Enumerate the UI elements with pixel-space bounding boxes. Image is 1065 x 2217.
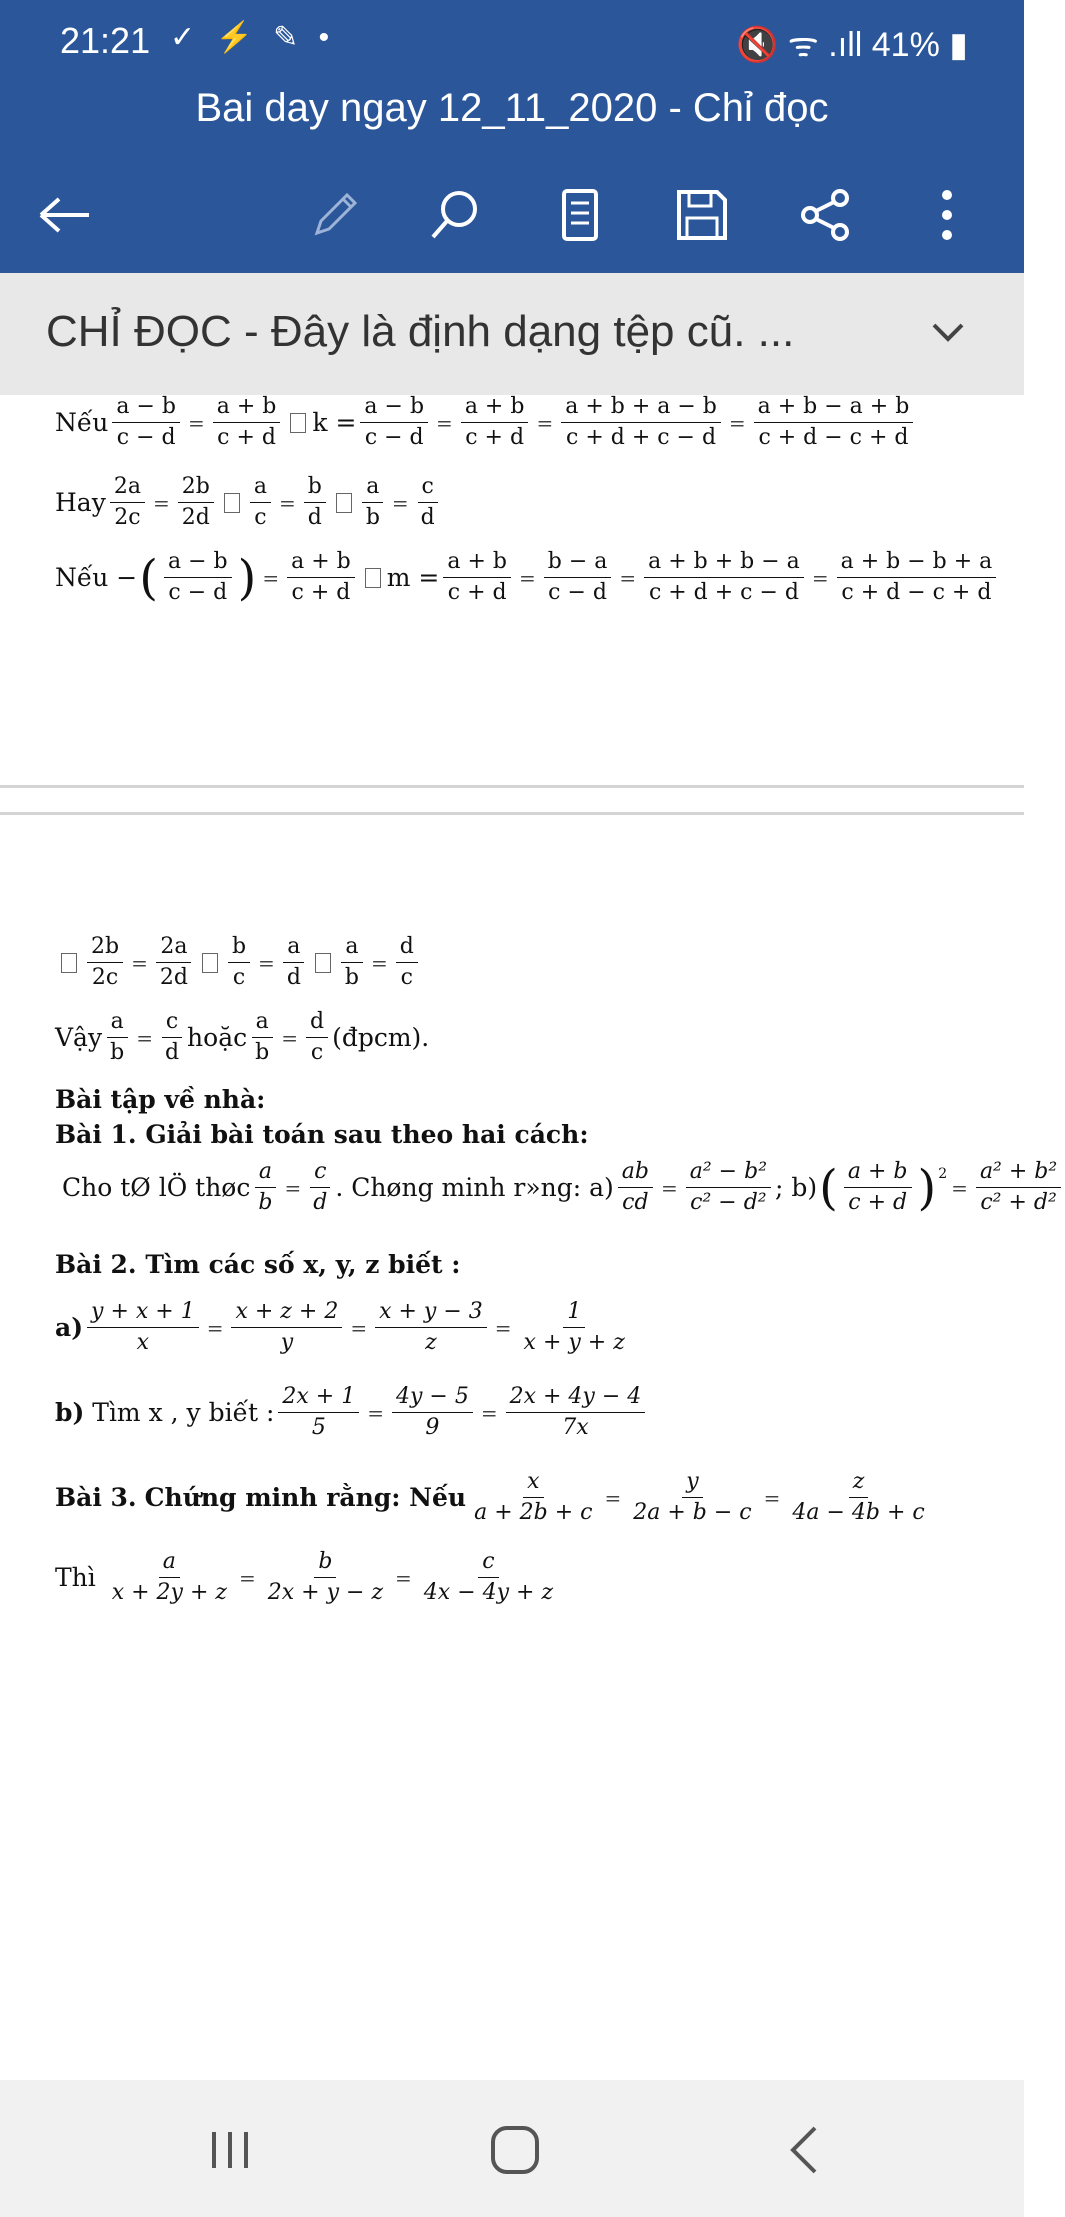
page-divider [0,812,1024,815]
banner-message: CHỈ ĐỌC - Đây là định dạng tệp cũ. ... [46,307,795,356]
back-nav-button[interactable] [765,2110,845,2190]
recent-apps-icon [206,2126,254,2174]
fraction: $\frac{a + b + b - a}{c + d + c - d}$ [644,550,804,605]
home-button[interactable] [475,2110,555,2190]
status-right [736,20,968,66]
system-nav-bar [0,2080,1024,2217]
missing-glyph-box [315,953,331,973]
fraction: $\frac{\text{a² − b²}}{\text{c² − d²}}$ [686,1160,771,1215]
fraction: $\frac{a}{b}$ [362,475,384,530]
fraction: $\frac{y + x + 1}{x}$ [87,1300,199,1355]
fraction: $\frac{2b}{2c}$ [87,935,123,990]
fraction: $\frac{a - b}{c - d}$ [112,395,180,450]
fraction: $\frac{b}{c}$ [228,935,250,990]
fraction: $\frac{a}{c}$ [250,475,271,530]
equation-line-3: Nếu − ( $\frac{a - b}{c - d}$ ) = $\frac{a + b}{c + d}$ m = $\frac{a + b}{c + d}$ = $\frac{b - a}{c - d}$ = $\frac{a + b + b - a}{c + d + c - d}$ = $\frac{a + b - b + a}{c + d - c + d}$ [55,550,1000,605]
read-only-banner[interactable] [0,273,1024,395]
back-icon [37,195,93,235]
bai2b-problem: b) Tìm x , y biết : $\frac{2x + 1}{5}$ = $\frac{4y - 5}{9}$ = $\frac{2x + 4y - 4}{7x}$ [55,1385,649,1440]
save-button[interactable] [667,180,737,250]
fraction: $\frac{ab}{cd}$ [618,1160,653,1215]
search-icon [427,187,483,243]
fraction: $\frac{y}{2a + b - c}$ [633,1469,752,1526]
fraction: $\frac{a}{b}$ [251,1010,273,1065]
share-icon [798,188,852,242]
fraction: $\frac{a + b + a - b}{c + d + c - d}$ [561,395,721,450]
more-options-button[interactable] [912,180,982,250]
document-title: Bai day ngay 12_11_2020 - Chỉ đọc [195,86,829,130]
fraction: $\frac{a + b}{c + d}$ [443,550,511,605]
battery-icon: ▮ [949,26,968,64]
fraction: $\frac{c}{4x - 4y + z}$ [423,1549,554,1606]
fraction: $\frac{a}{x + 2y + z}$ [111,1549,227,1606]
fraction: $\frac{2x + 4y - 4}{7x}$ [506,1385,646,1440]
fraction: $\frac{a}{b}$ [341,935,363,990]
status-bar [0,0,1024,80]
fraction: $\frac{d}{c}$ [396,935,418,990]
bai1-heading: Bài 1. Giải bài toán sau theo hai cách: [55,1120,589,1149]
fraction: $\frac{x + z + 2}{y}$ [231,1300,342,1355]
missing-glyph-box [224,493,240,513]
toolbar [0,170,1024,250]
fraction: $\frac{d}{c}$ [306,1010,328,1065]
status-time: 21:21 [60,20,151,61]
equation-line-4: $\frac{2b}{2c}$ = $\frac{2a}{2d}$ $\frac{b}{c}$ = $\frac{a}{d}$ $\frac{a}{b}$ = $\frac{d}{c}$ [55,935,422,990]
fraction: $\frac{z}{4a - 4b + c}$ [792,1469,925,1526]
equation-line-2: Hay $\frac{2a}{2c}$ = $\frac{2b}{2d}$ $\frac{a}{c}$ = $\frac{b}{d}$ $\frac{a}{b}$ = $\frac{c}{d}$ [55,475,443,530]
bai1-problem: Cho tØ lÖ thøc $\frac{a}{b}$ = $\frac{c}{d}$ . Chøng minh r»ng: a) $\frac{ab}{cd}$ = $\frac{\text{a² − b²}}{\text{c² − d²}}$ ; b) ( $\frac{a + b}{c + d}$ ) $^2$ = $\frac{\text{a² + b²}}{\text{c² + d²}}$ [62,1160,1065,1215]
fraction: $\frac{a - b}{c - d}$ [164,550,232,605]
fraction: $\frac{a + b}{c + d}$ [287,550,355,605]
home-icon [489,2124,541,2176]
notification-icons: ✓ ⚡ ✎ • [170,21,336,54]
missing-glyph-box [61,953,77,973]
missing-glyph-box [202,953,218,973]
back-nav-icon [785,2124,825,2176]
missing-glyph-box [365,568,381,588]
fraction: $\frac{c}{d}$ [161,1010,183,1065]
signal-icons: 🔇 ᯤ .ıll [736,26,863,64]
page-divider [0,785,1024,788]
fraction: $\frac{c}{d}$ [309,1160,331,1215]
conclusion-line: Vậy $\frac{a}{b}$ = $\frac{c}{d}$ hoặc $\frac{a}{b}$ = $\frac{d}{c}$ (đpcm). [55,1009,430,1066]
fraction: $\frac{a + b - a + b}{c + d - c + d}$ [754,395,914,450]
fraction: $\frac{x}{a + 2b + c}$ [474,1469,593,1526]
missing-glyph-box [290,413,306,433]
fraction: $\frac{b}{2x + y - z}$ [267,1549,384,1606]
fraction: $\frac{b - a}{c - d}$ [544,550,612,605]
reading-view-icon [560,187,600,243]
fraction: $\frac{a - b}{c - d}$ [360,395,428,450]
bai2a-problem: a) $\frac{y + x + 1}{x}$ = $\frac{x + z + 2}{y}$ = $\frac{x + y - 3}{z}$ = $\frac{1}{x + y + z}$ [55,1300,633,1355]
fraction: $\frac{x + y - 3}{z}$ [375,1300,487,1355]
fraction: $\frac{a + b - b + a}{c + d - c + d}$ [837,550,997,605]
edit-button[interactable] [300,180,370,250]
fraction: $\frac{a}{b}$ [106,1010,128,1065]
share-button[interactable] [790,180,860,250]
back-button[interactable] [30,180,100,250]
missing-glyph-box [336,493,352,513]
bai2-heading: Bài 2. Tìm các số x, y, z biết : [55,1250,461,1279]
fraction: $\frac{a + b}{c + d}$ [461,395,529,450]
equation-line-1: Nếu $\frac{a - b}{c - d}$ = $\frac{a + b}{c + d}$ k = $\frac{a - b}{c - d}$ = $\frac{a + b}{c + d}$ = $\frac{a + b + a - b}{c + d + c - d}$ = $\frac{a + b - a + b}{c + d - c + d}$ [55,395,917,450]
fraction: $\frac{4y - 5}{9}$ [392,1385,473,1440]
fraction: $\frac{b}{d}$ [304,475,326,530]
edit-icon [309,189,361,241]
homework-heading: Bài tập về nhà: [55,1085,266,1114]
more-icon [937,187,957,243]
fraction: $\frac{a}{b}$ [254,1160,276,1215]
fraction: $\frac{a}{d}$ [283,935,305,990]
fraction: $\frac{a + b}{c + d}$ [844,1160,912,1215]
fraction: $\frac{\text{a² + b²}}{\text{c² + d²}}$ [976,1160,1061,1215]
bai3-problem: Bài 3. Chứng minh rằng: Nếu $\frac{x}{a + 2b + c}$ = $\frac{y}{2a + b - c}$ = $\frac{z}{4a - 4b + c}$ [55,1470,933,1525]
reading-view-button[interactable] [545,180,615,250]
fraction: $\frac{2b}{2d}$ [178,475,214,530]
save-icon [675,188,729,242]
document-page[interactable] [0,394,1058,2080]
fraction: $\frac{1}{x + y + z}$ [523,1299,625,1356]
fraction: $\frac{2a}{2c}$ [110,475,145,530]
battery-percent: 41% [871,26,940,64]
fraction: $\frac{c}{d}$ [417,475,439,530]
chevron-down-icon[interactable] [928,313,968,353]
search-button[interactable] [420,180,490,250]
fraction: $\frac{2x + 1}{5}$ [278,1385,359,1440]
recent-apps-button[interactable] [190,2110,270,2190]
fraction: $\frac{a + b}{c + d}$ [213,395,281,450]
fraction: $\frac{2a}{2d}$ [156,935,192,990]
bai3-conclusion: Thì $\frac{a}{x + 2y + z}$ = $\frac{b}{2x + y - z}$ = $\frac{c}{4x - 4y + z}$ [55,1550,561,1605]
app-header [0,0,1024,273]
